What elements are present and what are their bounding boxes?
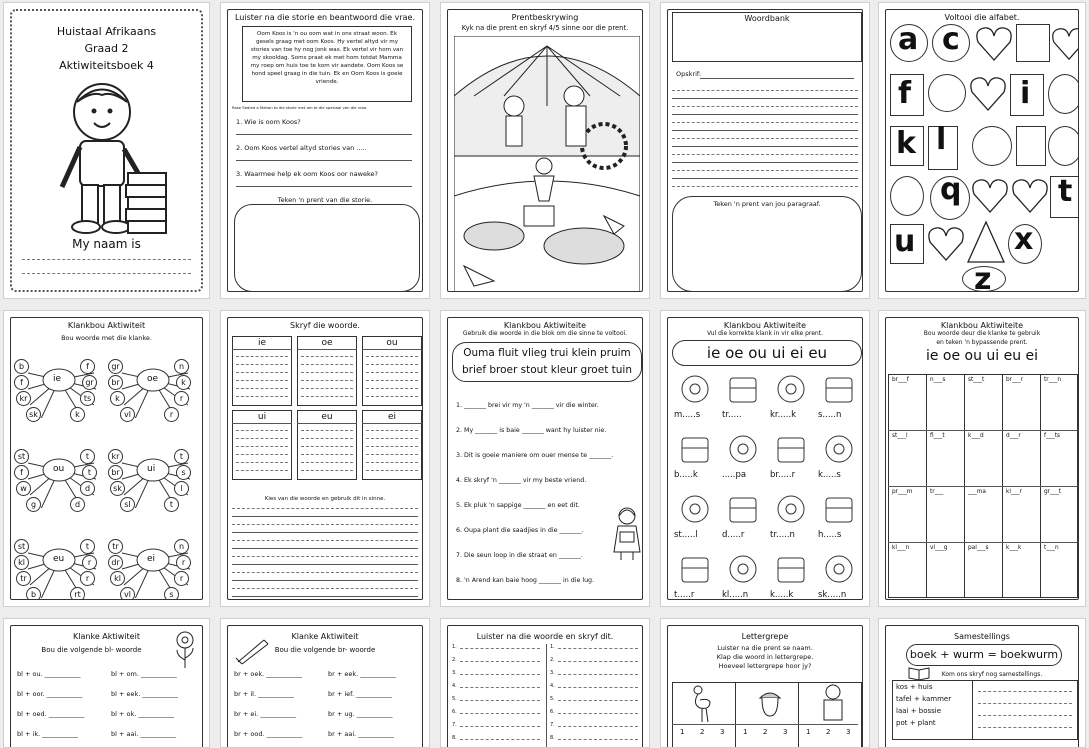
br-word-item[interactable]: br + aai. ___________ (328, 730, 395, 738)
paragraph-drawing-box[interactable] (672, 196, 862, 292)
worksheet-bl-words[interactable] (3, 618, 210, 748)
sound-word-blank[interactable]: st.....l (674, 530, 698, 540)
spider-leg-sound[interactable]: st (14, 539, 29, 554)
spider-leg-sound[interactable]: g (26, 497, 41, 512)
heart-shape (1010, 176, 1050, 216)
girl-reading-illustration (612, 506, 642, 562)
sound-word-blank[interactable]: .....pa (722, 470, 747, 480)
listen-number: 8. (550, 735, 555, 741)
spider-center-sound: eu (53, 554, 65, 564)
grid-word-blank[interactable]: st___t (968, 377, 985, 383)
grid-word-blank[interactable]: pal___s (968, 545, 989, 551)
object-picture (726, 552, 760, 586)
listen-number: 6. (550, 709, 555, 715)
wordbank-draw-instruction: Teken 'n prent van jou paragraaf. (713, 200, 821, 208)
triangle-shape (966, 220, 1006, 264)
spider-leg-sound[interactable]: vl (120, 407, 135, 422)
blokke-heading: Klankbou Aktiwiteite (503, 321, 587, 330)
compound-item: kos + huis (896, 683, 933, 691)
sentence-item[interactable]: 2. My _______ is baie _______ want hy luister nie. (456, 427, 607, 434)
worksheet-alphabet[interactable] (878, 2, 1086, 299)
question-2: 2. Oom Koos vertel altyd stories van ..... (236, 144, 367, 152)
spider-leg-sound[interactable]: vl (120, 587, 135, 600)
listen-number: 4. (550, 683, 555, 689)
spider-leg-sound[interactable]: br (108, 465, 123, 480)
sound-word-blank[interactable]: tr..... (722, 410, 742, 420)
syllables-instruction-1: Luister na die prent se naam. (717, 644, 813, 652)
listen-number: 5. (550, 696, 555, 702)
spider-leg-sound[interactable]: st (14, 449, 29, 464)
worksheet-build-words-grid[interactable] (878, 310, 1086, 607)
heart-shape (926, 224, 966, 264)
spider-leg-sound[interactable]: t (174, 449, 189, 464)
sentence-item[interactable]: 4. Ek skryf 'n _______ vir my beste vriend. (456, 477, 587, 484)
worksheet-write-words[interactable] (220, 310, 430, 607)
worksheet-picture-sounds[interactable] (660, 310, 870, 607)
wordbank-box[interactable] (672, 12, 862, 62)
spiders-instruction: Bou woorde met die klanke. (61, 334, 152, 342)
listen-number: 7. (550, 722, 555, 728)
grid-word-blank[interactable]: st___l (892, 433, 908, 439)
compounds-instruction: Kom ons skryf nog samestellings. (941, 671, 1043, 678)
br-word-item[interactable]: br + ei. ___________ (234, 710, 297, 718)
listen-number: 4. (452, 683, 457, 689)
picdesc-instruction: Kyk na die prent en skryf 4/5 sinne oor die prent. (461, 24, 629, 32)
compound-example: boek + wurm = boekwurm (909, 648, 1059, 661)
object-picture (678, 432, 712, 466)
spider-leg-sound[interactable]: r (82, 555, 97, 570)
heart-shape (968, 74, 1008, 114)
br-instruction: Bou die volgende br- woorde (274, 646, 376, 654)
br-heading: Klanke Aktiwiteit (291, 632, 359, 641)
sound-word-blank[interactable]: kl.....n (722, 590, 749, 600)
sound-word-blank[interactable]: br.....r (770, 470, 796, 480)
bl-word-item[interactable]: bl + ok. ___________ (111, 710, 175, 718)
skryf-instruction: Kies van die woorde en gebruik dit in sinne. (264, 496, 386, 502)
cover-title: Huistaal Afrikaans (56, 25, 157, 38)
sound-word-blank[interactable]: d.....r (722, 530, 745, 540)
sentence-item[interactable]: 5. Ek pluk 'n sappige _______ en eet dit. (456, 502, 580, 509)
spider-leg-sound[interactable]: kr (108, 449, 123, 464)
worksheet-syllables[interactable] (660, 618, 870, 748)
compounds-heading: Samestellings (954, 632, 1010, 641)
br-word-item[interactable]: br + eek. ___________ (328, 670, 397, 678)
grid-word-blank[interactable]: k___k (1006, 545, 1022, 551)
spider-center-sound: ei (147, 554, 156, 564)
compound-item: pot + plant (896, 719, 936, 727)
grid-instruction-2: en teken 'n bypassende prent. (936, 339, 1028, 346)
compound-list (886, 626, 1079, 746)
br-word-item[interactable]: br + oek. ___________ (234, 670, 302, 678)
spider-leg-sound[interactable]: r (176, 555, 191, 570)
br-word-list (228, 626, 423, 746)
question-3: 3. Waarmee help ek oom Koos oor naweke? (236, 170, 378, 178)
story-note: Rose Sealed a Mahon to die storie met om te die spesiaal van die vrae. (232, 105, 368, 110)
worksheet-complete-sentences[interactable] (440, 310, 650, 607)
spider-leg-sound[interactable]: gr (82, 375, 97, 390)
cover-book: Aktiwiteitsboek 4 (59, 59, 154, 72)
listen-number: 1. (550, 644, 555, 650)
spider-leg-sound[interactable]: r (80, 571, 95, 586)
cover-grade: Graad 2 (84, 42, 129, 55)
worksheet-br-words[interactable] (220, 618, 430, 748)
syllable-count-option[interactable]: 1 (680, 728, 685, 736)
sound-column-label: ui (257, 412, 267, 422)
grid-sounds: ie oe ou ui eu ei (925, 348, 1039, 364)
spider-leg-sound[interactable]: rt (70, 587, 85, 600)
spider-leg-sound[interactable]: s (164, 587, 179, 600)
sentence-item[interactable]: 8. 'n Arend kan baie hoog _______ in die lug. (456, 577, 595, 584)
object-picture (726, 432, 760, 466)
sound-word-blank[interactable]: k.....s (818, 470, 841, 480)
grid-word-blank[interactable]: vl___g (930, 545, 948, 551)
grid-word-blank[interactable]: ___ma (968, 489, 986, 495)
spider-leg-sound[interactable]: ts (80, 391, 95, 406)
bl-word-item[interactable]: bl + aai. ___________ (111, 730, 177, 738)
spider-leg-sound[interactable]: t (164, 497, 179, 512)
object-picture (726, 372, 760, 406)
story-text: Oom Koos is 'n ou oom wat in ons straat woon. Ek gesels graag met oom Koos. Hy vertel altyd vir my stories van toe hy nog jonk was. Ek vertel vir hom van my skooldag. Soms praat ek met hom totdat Mamma my roep om huis toe te kom vir aandete. Oom Koos se hond speel graag in die tuin. Ek en Oom Koos is goeie vriende. (242, 26, 412, 102)
bl-word-item[interactable]: bl + eek. ___________ (111, 690, 179, 698)
sound-word-blank[interactable]: sk.....n (818, 590, 847, 600)
syllable-numbers (668, 626, 863, 746)
picdesc-heading: Prentbeskrywing (511, 13, 579, 22)
grid-word-blank[interactable]: tr___n (1044, 377, 1062, 383)
spider-leg-sound[interactable]: sl (120, 497, 135, 512)
spider-leg-sound[interactable]: k (110, 391, 125, 406)
br-word-item[interactable]: br + ief. ___________ (328, 690, 392, 698)
heart-shape (1050, 24, 1079, 64)
grid-heading: Klankbou Aktiwiteite (940, 321, 1024, 330)
object-picture (774, 372, 808, 406)
draw-instruction: Teken 'n prent van die storie. (277, 196, 373, 204)
object-picture (822, 432, 856, 466)
letter-i: i (1020, 76, 1031, 111)
worksheet-story[interactable] (220, 2, 430, 299)
grid-word-blank[interactable]: k___d (968, 433, 984, 439)
spider-leg-sound[interactable]: s (176, 465, 191, 480)
sound-word-blank[interactable]: k.....k (770, 590, 794, 600)
spider-center-sound: ou (53, 464, 65, 474)
listen-number: 3. (452, 670, 457, 676)
spider-leg-sound[interactable]: t (80, 449, 95, 464)
object-picture (774, 552, 808, 586)
sound-column-label: oe (321, 338, 333, 348)
grid-word-blank[interactable]: tr___ (930, 489, 944, 495)
beach-scene-illustration (454, 36, 640, 292)
word-block-line-2: brief broer stout kleur groet tuin (461, 364, 632, 376)
listen-number: 3. (550, 670, 555, 676)
worksheet-picture-description[interactable] (440, 2, 650, 299)
word-grid (886, 318, 1079, 600)
syllable-count-option[interactable]: 2 (826, 728, 831, 736)
sentence-item[interactable]: 3. Dit is goeie maniere om ouer mense te _______. (456, 452, 614, 459)
sentence-item[interactable]: 7. Die seun loop in die straat en _______. (456, 552, 583, 559)
alphabet-heading: Voltooi die alfabet. (944, 13, 1020, 22)
worksheet-spider-sounds[interactable] (3, 310, 210, 607)
picklank-heading: Klankbou Aktiwiteite (723, 321, 807, 330)
listen-number: 5. (452, 696, 457, 702)
bl-word-item[interactable]: bl + ik. ___________ (17, 730, 78, 738)
letter-f: f (898, 76, 912, 111)
letter-x: x (1014, 222, 1034, 257)
spider-leg-sound[interactable]: w (16, 481, 31, 496)
object-picture (726, 492, 760, 526)
listen-number: 2. (550, 657, 555, 663)
syllables-instruction-2: Klap die woord in lettergrepe. (716, 653, 814, 661)
bl-word-item[interactable]: bl + oed. ___________ (17, 710, 85, 718)
syllable-count-option[interactable]: 2 (763, 728, 768, 736)
worksheet-compounds[interactable] (878, 618, 1086, 748)
letter-l: l (936, 122, 947, 157)
listen-number: 6. (452, 709, 457, 715)
sound-word-blank[interactable]: kr.....k (770, 410, 797, 420)
grid-word-blank[interactable]: n___s (930, 377, 946, 383)
spider-center-sound: oe (147, 374, 159, 384)
heart-shape (970, 176, 1010, 216)
spider-leg-sound[interactable]: f (14, 465, 29, 480)
picture-grid (668, 318, 863, 600)
grid-instruction-1: Bou woorde deur die klanke te gebruik (923, 330, 1041, 337)
spider-leg-sound[interactable]: t (82, 465, 97, 480)
spider-leg-sound[interactable]: sk (26, 407, 41, 422)
sound-columns (228, 318, 423, 493)
spider-leg-sound[interactable]: dr (108, 555, 123, 570)
grid-word-blank[interactable]: gr___t (1044, 489, 1062, 495)
br-word-item[interactable]: br + ug. ___________ (328, 710, 393, 718)
spider-leg-sound[interactable]: kl (14, 555, 29, 570)
object-picture (678, 372, 712, 406)
syllable-count-option[interactable]: 3 (720, 728, 725, 736)
syllable-count-option[interactable]: 2 (700, 728, 705, 736)
sound-column-label: eu (321, 412, 333, 422)
spider-leg-sound[interactable]: k (70, 407, 85, 422)
picklank-instruction: Vul die korrekte klank in vir elke prent. (707, 330, 823, 337)
listen-number: 8. (452, 735, 457, 741)
drawing-box[interactable] (234, 204, 420, 292)
spider-leg-sound[interactable]: r (174, 571, 189, 586)
grid-word-blank[interactable]: d___r (1006, 433, 1021, 439)
syllables-heading: Lettergrepe (741, 632, 789, 641)
worksheet-listen-write[interactable] (440, 618, 650, 748)
name-label: My naam is (72, 237, 141, 251)
listen-number: 2. (452, 657, 457, 663)
spider-center-sound: ie (53, 374, 62, 384)
br-word-item[interactable]: br + il. ___________ (234, 690, 294, 698)
spiders-heading: Klankbou Aktiwiteit (67, 321, 146, 330)
sound-word-blank[interactable]: h.....s (818, 530, 842, 540)
sound-column-label: ei (387, 412, 397, 422)
bl-word-item[interactable]: bl + oor. ___________ (17, 690, 83, 698)
object-picture (678, 492, 712, 526)
spider-leg-sound[interactable]: r (164, 407, 179, 422)
spider-leg-sound[interactable]: n (174, 539, 189, 554)
grid-word-blank[interactable]: f___ts (1044, 433, 1061, 439)
bl-heading: Klanke Aktiwiteit (73, 632, 140, 641)
worksheet-cover[interactable] (3, 2, 210, 299)
spider-leg-sound[interactable]: k (176, 375, 191, 390)
listen-number: 1. (452, 644, 457, 650)
spider-leg-sound[interactable]: f (80, 359, 95, 374)
spider-leg-sound[interactable]: sk (110, 481, 125, 496)
spider-area (11, 318, 203, 600)
br-word-item[interactable]: br + ood. ___________ (234, 730, 303, 738)
sentence-item[interactable]: 1. _______ brei vir my 'n _______ vir die winter. (456, 402, 599, 409)
blokke-instruction: Gebruik die woorde in die blok om die sinne te voltooi. (462, 330, 628, 337)
grid-word-blank[interactable]: fl___t (930, 433, 945, 439)
spider-leg-sound[interactable]: b (26, 587, 41, 600)
heart-shape (974, 24, 1014, 64)
spider-leg-sound[interactable]: l (174, 481, 189, 496)
letter-z: z (974, 262, 992, 292)
syllables-instruction-3: Hoeveel lettergrepe hoor jy? (718, 662, 812, 670)
listen-heading: Luister na die woorde en skryf dit. (476, 632, 614, 641)
syllable-count-option[interactable]: 1 (806, 728, 811, 736)
boy-with-books-illustration (42, 77, 172, 237)
spider-leg-sound[interactable]: kl (110, 571, 125, 586)
sound-options: ie oe ou ui ei eu (706, 344, 828, 362)
word-block-line-1: Ouma fluit vlieg trui klein pruim (463, 347, 631, 359)
object-picture (678, 552, 712, 586)
question-1: 1. Wie is oom Koos? (236, 118, 301, 126)
spider-leg-sound[interactable]: t (80, 539, 95, 554)
spider-leg-sound[interactable]: gr (108, 359, 123, 374)
grid-word-blank[interactable]: br___r (1006, 377, 1024, 383)
letter-a: a (898, 22, 919, 57)
spider-leg-sound[interactable]: tr (108, 539, 123, 554)
opskrif-label: Opskrif: (676, 70, 702, 78)
spider-leg-sound[interactable]: b (14, 359, 29, 374)
spider-leg-sound[interactable]: tr (16, 571, 31, 586)
spider-leg-sound[interactable]: kr (16, 391, 31, 406)
object-picture (774, 432, 808, 466)
bl-word-item[interactable]: bl + om. ___________ (111, 670, 177, 678)
sentence-item[interactable]: 6. Oupa plant die saadjies in die _______. (456, 527, 584, 534)
listen-number: 7. (452, 722, 457, 728)
syllable-count-option[interactable]: 1 (743, 728, 748, 736)
sound-word-blank[interactable]: b.....k (674, 470, 698, 480)
grid-word-blank[interactable]: kl___r (1006, 489, 1023, 495)
sound-column-label: ou (386, 338, 398, 348)
object-picture (822, 492, 856, 526)
skryf-heading: Skryf die woorde. (290, 321, 360, 330)
worksheet-wordbank[interactable] (660, 2, 870, 299)
spider-leg-sound[interactable]: d (80, 481, 95, 496)
spider-leg-sound[interactable]: d (70, 497, 85, 512)
grid-word-blank[interactable]: pr___m (892, 489, 913, 495)
wordbank-heading: Woordbank (744, 14, 790, 23)
letter-k: k (896, 126, 916, 161)
letter-c: c (942, 22, 960, 57)
sound-word-blank[interactable]: tr.....n (770, 530, 795, 540)
sound-word-blank[interactable]: t.....r (674, 590, 695, 600)
object-picture (822, 552, 856, 586)
grid-word-blank[interactable]: t___n (1044, 545, 1059, 551)
letter-t: t (1058, 174, 1073, 209)
sound-word-blank[interactable]: s.....n (818, 410, 842, 420)
grid-word-blank[interactable]: kl___n (892, 545, 910, 551)
sound-column-label: ie (257, 338, 267, 348)
bl-word-item[interactable]: bl + ou. ___________ (17, 670, 81, 678)
object-picture (774, 492, 808, 526)
grid-word-blank[interactable]: br___f (892, 377, 909, 383)
spider-leg-sound[interactable]: f (14, 375, 29, 390)
syllable-count-option[interactable]: 3 (783, 728, 788, 736)
compound-item: laai + bossie (896, 707, 942, 715)
compound-item: tafel + kammer (896, 695, 952, 703)
story-heading: Luister na die storie en beantwoord die vrae. (234, 13, 416, 22)
spider-leg-sound[interactable]: n (174, 359, 189, 374)
bl-word-list (11, 626, 203, 746)
sound-word-blank[interactable]: m.....s (674, 410, 701, 420)
spider-leg-sound[interactable]: r (174, 391, 189, 406)
listen-lines (448, 626, 643, 746)
object-picture (822, 372, 856, 406)
bl-instruction: Bou die volgende bl- woorde (41, 646, 142, 654)
letter-u: u (894, 224, 916, 259)
spider-center-sound: ui (147, 464, 156, 474)
spider-leg-sound[interactable]: br (108, 375, 123, 390)
syllable-count-option[interactable]: 3 (846, 728, 851, 736)
letter-q: q (940, 172, 962, 207)
